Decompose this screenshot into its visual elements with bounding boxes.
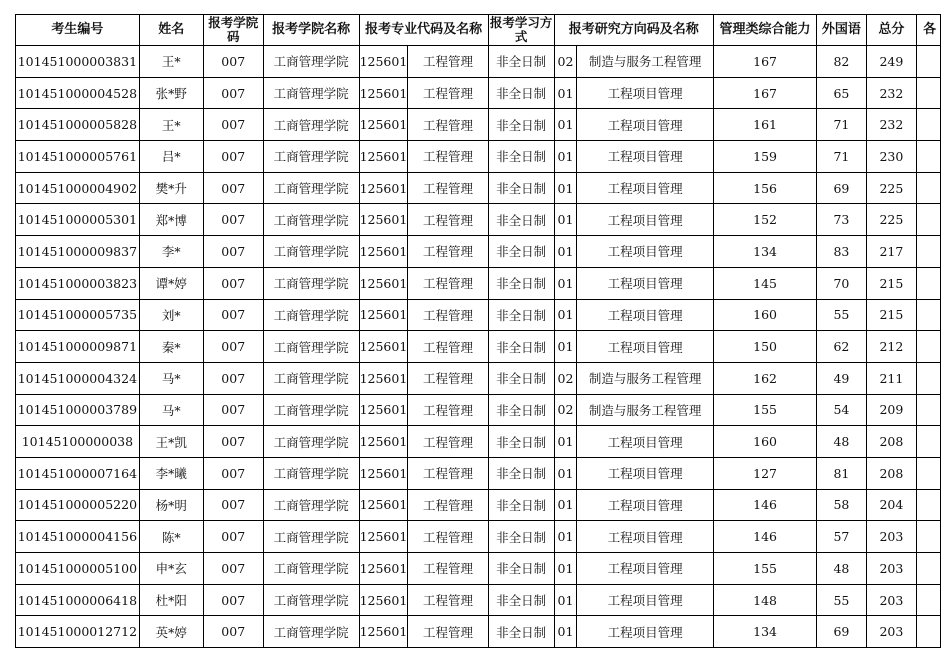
cell-management-score: 162 <box>713 362 816 394</box>
cell-direction-name: 制造与服务工程管理 <box>577 394 714 426</box>
cell-cut-off <box>917 46 941 78</box>
cell-study-mode: 非全日制 <box>488 394 554 426</box>
table-row <box>16 521 941 553</box>
cell-management-score: 155 <box>713 553 816 585</box>
cell-major-code: 125601 <box>359 394 408 426</box>
cell-foreign-language-score: 48 <box>817 426 866 458</box>
cell-management-score: 150 <box>713 331 816 363</box>
cell-school-name: 工商管理学院 <box>263 457 359 489</box>
cell-management-score: 155 <box>713 394 816 426</box>
cell-study-mode: 非全日制 <box>488 299 554 331</box>
cell-foreign-language-score: 71 <box>817 109 866 141</box>
cell-cut-off <box>917 267 941 299</box>
cell-direction-code: 01 <box>554 236 577 268</box>
cell-management-score: 160 <box>713 426 816 458</box>
cell-direction-name: 工程项目管理 <box>577 521 714 553</box>
cell-cut-off <box>917 172 941 204</box>
cell-direction-name: 制造与服务工程管理 <box>577 362 714 394</box>
cell-study-mode: 非全日制 <box>488 457 554 489</box>
cell-cut-off <box>917 489 941 521</box>
cell-candidate-id: 101451000005220 <box>16 489 140 521</box>
cell-candidate-id: 101451000009837 <box>16 236 140 268</box>
cell-direction-code: 01 <box>554 521 577 553</box>
cell-school-code: 007 <box>203 46 263 78</box>
cell-management-score: 146 <box>713 521 816 553</box>
cell-study-mode: 非全日制 <box>488 553 554 585</box>
cell-name: 英*婷 <box>139 616 203 648</box>
cell-direction-code: 01 <box>554 204 577 236</box>
cell-direction-name: 工程项目管理 <box>577 141 714 173</box>
cell-school-code: 007 <box>203 141 263 173</box>
cell-name: 吕* <box>139 141 203 173</box>
cell-cut-off <box>917 204 941 236</box>
header-name: 姓名 <box>139 15 203 46</box>
cell-direction-code: 02 <box>554 394 577 426</box>
table-row <box>16 362 941 394</box>
cell-school-name: 工商管理学院 <box>263 172 359 204</box>
cell-direction-code: 01 <box>554 331 577 363</box>
cell-direction-name: 工程项目管理 <box>577 584 714 616</box>
header-research-direction: 报考研究方向码及名称 <box>554 15 713 46</box>
table-row <box>16 46 941 78</box>
header-cut-off-column: 各 <box>917 15 941 46</box>
cell-direction-name: 工程项目管理 <box>577 236 714 268</box>
table-row <box>16 141 941 173</box>
cell-name: 李* <box>139 236 203 268</box>
cell-cut-off <box>917 553 941 585</box>
cell-study-mode: 非全日制 <box>488 489 554 521</box>
cell-direction-name: 工程项目管理 <box>577 331 714 363</box>
cell-candidate-id: 101451000005301 <box>16 204 140 236</box>
cell-direction-code: 02 <box>554 46 577 78</box>
cell-foreign-language-score: 73 <box>817 204 866 236</box>
cell-major-name: 工程管理 <box>408 172 488 204</box>
cell-foreign-language-score: 65 <box>817 77 866 109</box>
cell-major-name: 工程管理 <box>408 521 488 553</box>
cell-management-score: 167 <box>713 46 816 78</box>
cell-major-code: 125601 <box>359 141 408 173</box>
cell-total-score: 203 <box>866 553 917 585</box>
cell-school-name: 工商管理学院 <box>263 394 359 426</box>
cell-study-mode: 非全日制 <box>488 331 554 363</box>
cell-cut-off <box>917 141 941 173</box>
cell-management-score: 156 <box>713 172 816 204</box>
cell-total-score: 225 <box>866 204 917 236</box>
cell-name: 张*野 <box>139 77 203 109</box>
cell-name: 杜*阳 <box>139 584 203 616</box>
cell-direction-code: 01 <box>554 172 577 204</box>
cell-direction-name: 工程项目管理 <box>577 267 714 299</box>
table-row <box>16 109 941 141</box>
cell-major-code: 125601 <box>359 553 408 585</box>
cell-major-code: 125601 <box>359 457 408 489</box>
cell-study-mode: 非全日制 <box>488 267 554 299</box>
cell-foreign-language-score: 83 <box>817 236 866 268</box>
cell-major-name: 工程管理 <box>408 457 488 489</box>
cell-major-name: 工程管理 <box>408 553 488 585</box>
cell-cut-off <box>917 77 941 109</box>
cell-name: 樊*升 <box>139 172 203 204</box>
cell-school-name: 工商管理学院 <box>263 141 359 173</box>
cell-study-mode: 非全日制 <box>488 204 554 236</box>
cell-school-name: 工商管理学院 <box>263 299 359 331</box>
cell-name: 杨*明 <box>139 489 203 521</box>
cell-management-score: 152 <box>713 204 816 236</box>
header-school-name: 报考学院名称 <box>263 15 359 46</box>
cell-study-mode: 非全日制 <box>488 109 554 141</box>
cell-management-score: 145 <box>713 267 816 299</box>
cell-total-score: 208 <box>866 457 917 489</box>
cell-school-code: 007 <box>203 77 263 109</box>
cell-direction-name: 工程项目管理 <box>577 457 714 489</box>
cell-candidate-id: 101451000007164 <box>16 457 140 489</box>
cell-major-code: 125601 <box>359 46 408 78</box>
cell-major-code: 125601 <box>359 172 408 204</box>
cell-direction-code: 01 <box>554 267 577 299</box>
cell-management-score: 134 <box>713 236 816 268</box>
cell-direction-code: 01 <box>554 553 577 585</box>
table-row <box>16 616 941 648</box>
table-row <box>16 204 941 236</box>
header-major: 报考专业代码及名称 <box>359 15 488 46</box>
cell-school-name: 工商管理学院 <box>263 362 359 394</box>
cell-name: 王*凯 <box>139 426 203 458</box>
cell-school-name: 工商管理学院 <box>263 521 359 553</box>
cell-total-score: 204 <box>866 489 917 521</box>
cell-total-score: 212 <box>866 331 917 363</box>
cell-school-code: 007 <box>203 521 263 553</box>
cell-foreign-language-score: 70 <box>817 267 866 299</box>
table-row <box>16 236 941 268</box>
cell-foreign-language-score: 48 <box>817 553 866 585</box>
cell-direction-name: 制造与服务工程管理 <box>577 46 714 78</box>
cell-study-mode: 非全日制 <box>488 426 554 458</box>
cell-total-score: 232 <box>866 109 917 141</box>
cell-candidate-id: 101451000005761 <box>16 141 140 173</box>
cell-total-score: 215 <box>866 267 917 299</box>
cell-total-score: 203 <box>866 616 917 648</box>
cell-name: 王* <box>139 109 203 141</box>
cell-candidate-id: 10145100000038 <box>16 426 140 458</box>
cell-cut-off <box>917 426 941 458</box>
cell-study-mode: 非全日制 <box>488 46 554 78</box>
cell-school-name: 工商管理学院 <box>263 109 359 141</box>
cell-major-code: 125601 <box>359 204 408 236</box>
cell-school-name: 工商管理学院 <box>263 584 359 616</box>
cell-candidate-id: 101451000005828 <box>16 109 140 141</box>
cell-name: 郑*博 <box>139 204 203 236</box>
cell-study-mode: 非全日制 <box>488 362 554 394</box>
cell-candidate-id: 101451000004528 <box>16 77 140 109</box>
cell-major-name: 工程管理 <box>408 77 488 109</box>
cell-total-score: 208 <box>866 426 917 458</box>
cell-direction-name: 工程项目管理 <box>577 426 714 458</box>
cell-foreign-language-score: 54 <box>817 394 866 426</box>
cell-school-code: 007 <box>203 204 263 236</box>
cell-name: 刘* <box>139 299 203 331</box>
cell-management-score: 146 <box>713 489 816 521</box>
cell-cut-off <box>917 299 941 331</box>
cell-foreign-language-score: 62 <box>817 331 866 363</box>
cell-candidate-id: 101451000003831 <box>16 46 140 78</box>
cell-cut-off <box>917 457 941 489</box>
header-total-score: 总分 <box>866 15 917 46</box>
header-foreign-language: 外国语 <box>817 15 866 46</box>
cell-direction-code: 01 <box>554 299 577 331</box>
cell-direction-code: 01 <box>554 141 577 173</box>
cell-name: 陈* <box>139 521 203 553</box>
cell-total-score: 230 <box>866 141 917 173</box>
cell-cut-off <box>917 109 941 141</box>
cell-study-mode: 非全日制 <box>488 616 554 648</box>
cell-cut-off <box>917 236 941 268</box>
cell-cut-off <box>917 521 941 553</box>
cell-direction-code: 01 <box>554 489 577 521</box>
cell-major-code: 125601 <box>359 267 408 299</box>
cell-study-mode: 非全日制 <box>488 236 554 268</box>
cell-major-name: 工程管理 <box>408 394 488 426</box>
cell-major-code: 125601 <box>359 489 408 521</box>
cell-school-name: 工商管理学院 <box>263 616 359 648</box>
cell-candidate-id: 101451000004156 <box>16 521 140 553</box>
cell-major-code: 125601 <box>359 109 408 141</box>
cell-foreign-language-score: 69 <box>817 616 866 648</box>
cell-total-score: 249 <box>866 46 917 78</box>
cell-cut-off <box>917 584 941 616</box>
cell-candidate-id: 101451000004324 <box>16 362 140 394</box>
cell-major-code: 125601 <box>359 362 408 394</box>
cell-management-score: 148 <box>713 584 816 616</box>
table-body <box>16 46 941 648</box>
cell-major-code: 125601 <box>359 236 408 268</box>
cell-study-mode: 非全日制 <box>488 77 554 109</box>
cell-major-code: 125601 <box>359 584 408 616</box>
cell-school-name: 工商管理学院 <box>263 46 359 78</box>
table-row <box>16 584 941 616</box>
admission-score-table <box>15 14 941 648</box>
table-row <box>16 426 941 458</box>
cell-direction-name: 工程项目管理 <box>577 109 714 141</box>
cell-school-name: 工商管理学院 <box>263 236 359 268</box>
cell-major-name: 工程管理 <box>408 299 488 331</box>
cell-direction-name: 工程项目管理 <box>577 172 714 204</box>
table-row <box>16 77 941 109</box>
cell-name: 马* <box>139 394 203 426</box>
cell-study-mode: 非全日制 <box>488 141 554 173</box>
cell-major-code: 125601 <box>359 77 408 109</box>
cell-major-name: 工程管理 <box>408 141 488 173</box>
cell-school-name: 工商管理学院 <box>263 331 359 363</box>
cell-direction-name: 工程项目管理 <box>577 77 714 109</box>
cell-school-name: 工商管理学院 <box>263 553 359 585</box>
cell-direction-code: 02 <box>554 362 577 394</box>
cell-major-name: 工程管理 <box>408 616 488 648</box>
cell-candidate-id: 101451000006418 <box>16 584 140 616</box>
cell-management-score: 159 <box>713 141 816 173</box>
cell-total-score: 225 <box>866 172 917 204</box>
cell-study-mode: 非全日制 <box>488 584 554 616</box>
cell-candidate-id: 101451000012712 <box>16 616 140 648</box>
cell-name: 秦* <box>139 331 203 363</box>
table-row <box>16 489 941 521</box>
cell-major-name: 工程管理 <box>408 109 488 141</box>
cell-foreign-language-score: 58 <box>817 489 866 521</box>
cell-school-code: 007 <box>203 299 263 331</box>
cell-foreign-language-score: 69 <box>817 172 866 204</box>
table-row <box>16 299 941 331</box>
cell-major-code: 125601 <box>359 299 408 331</box>
cell-direction-name: 工程项目管理 <box>577 616 714 648</box>
cell-major-name: 工程管理 <box>408 489 488 521</box>
cell-foreign-language-score: 49 <box>817 362 866 394</box>
header-study-mode: 报考学习方式 <box>489 15 553 44</box>
cell-total-score: 217 <box>866 236 917 268</box>
cell-major-name: 工程管理 <box>408 267 488 299</box>
cell-major-code: 125601 <box>359 616 408 648</box>
cell-direction-name: 工程项目管理 <box>577 299 714 331</box>
cell-direction-code: 01 <box>554 584 577 616</box>
cell-name: 申*玄 <box>139 553 203 585</box>
cell-school-name: 工商管理学院 <box>263 204 359 236</box>
cell-school-code: 007 <box>203 616 263 648</box>
cell-name: 王* <box>139 46 203 78</box>
cell-cut-off <box>917 394 941 426</box>
cell-major-name: 工程管理 <box>408 236 488 268</box>
header-candidate-id: 考生编号 <box>16 15 140 46</box>
cell-cut-off <box>917 616 941 648</box>
cell-school-code: 007 <box>203 457 263 489</box>
header-school-code: 报考学院码 <box>203 15 263 46</box>
cell-major-name: 工程管理 <box>408 362 488 394</box>
cell-direction-name: 工程项目管理 <box>577 553 714 585</box>
cell-total-score: 203 <box>866 521 917 553</box>
cell-total-score: 209 <box>866 394 917 426</box>
cell-candidate-id: 101451000004902 <box>16 172 140 204</box>
table-row <box>16 457 941 489</box>
cell-candidate-id: 101451000003823 <box>16 267 140 299</box>
cell-total-score: 203 <box>866 584 917 616</box>
cell-school-code: 007 <box>203 489 263 521</box>
cell-school-code: 007 <box>203 584 263 616</box>
cell-school-code: 007 <box>203 109 263 141</box>
cell-school-code: 007 <box>203 553 263 585</box>
cell-school-name: 工商管理学院 <box>263 77 359 109</box>
cell-major-name: 工程管理 <box>408 426 488 458</box>
cell-management-score: 161 <box>713 109 816 141</box>
cell-direction-code: 01 <box>554 457 577 489</box>
cell-school-name: 工商管理学院 <box>263 489 359 521</box>
cell-direction-name: 工程项目管理 <box>577 204 714 236</box>
cell-direction-code: 01 <box>554 77 577 109</box>
cell-direction-code: 01 <box>554 426 577 458</box>
header-management-comprehensive: 管理类综合能力 <box>713 15 816 46</box>
cell-candidate-id: 101451000005100 <box>16 553 140 585</box>
cell-school-code: 007 <box>203 362 263 394</box>
cell-school-name: 工商管理学院 <box>263 267 359 299</box>
cell-school-code: 007 <box>203 331 263 363</box>
table-row <box>16 331 941 363</box>
cell-major-code: 125601 <box>359 521 408 553</box>
cell-foreign-language-score: 82 <box>817 46 866 78</box>
cell-study-mode: 非全日制 <box>488 521 554 553</box>
cell-foreign-language-score: 55 <box>817 299 866 331</box>
cell-foreign-language-score: 71 <box>817 141 866 173</box>
table-header-row <box>16 15 941 46</box>
cell-candidate-id: 101451000009871 <box>16 331 140 363</box>
cell-total-score: 211 <box>866 362 917 394</box>
cell-school-code: 007 <box>203 394 263 426</box>
cell-school-code: 007 <box>203 172 263 204</box>
cell-direction-code: 01 <box>554 109 577 141</box>
cell-name: 李*曦 <box>139 457 203 489</box>
cell-major-name: 工程管理 <box>408 204 488 236</box>
cell-direction-code: 01 <box>554 616 577 648</box>
cell-total-score: 232 <box>866 77 917 109</box>
cell-foreign-language-score: 55 <box>817 584 866 616</box>
cell-management-score: 134 <box>713 616 816 648</box>
table-row <box>16 172 941 204</box>
cell-major-name: 工程管理 <box>408 331 488 363</box>
cell-major-code: 125601 <box>359 331 408 363</box>
cell-total-score: 215 <box>866 299 917 331</box>
cell-management-score: 167 <box>713 77 816 109</box>
cell-major-code: 125601 <box>359 426 408 458</box>
cell-cut-off <box>917 331 941 363</box>
cell-management-score: 127 <box>713 457 816 489</box>
cell-school-code: 007 <box>203 267 263 299</box>
cell-major-name: 工程管理 <box>408 46 488 78</box>
cell-cut-off <box>917 362 941 394</box>
cell-school-name: 工商管理学院 <box>263 426 359 458</box>
cell-school-code: 007 <box>203 426 263 458</box>
table-row <box>16 267 941 299</box>
table-row <box>16 394 941 426</box>
cell-study-mode: 非全日制 <box>488 172 554 204</box>
cell-name: 马* <box>139 362 203 394</box>
cell-management-score: 160 <box>713 299 816 331</box>
cell-school-code: 007 <box>203 236 263 268</box>
table-row <box>16 553 941 585</box>
cell-foreign-language-score: 81 <box>817 457 866 489</box>
cell-major-name: 工程管理 <box>408 584 488 616</box>
cell-candidate-id: 101451000005735 <box>16 299 140 331</box>
cell-candidate-id: 101451000003789 <box>16 394 140 426</box>
cell-name: 谭*婷 <box>139 267 203 299</box>
cell-foreign-language-score: 57 <box>817 521 866 553</box>
cell-direction-name: 工程项目管理 <box>577 489 714 521</box>
